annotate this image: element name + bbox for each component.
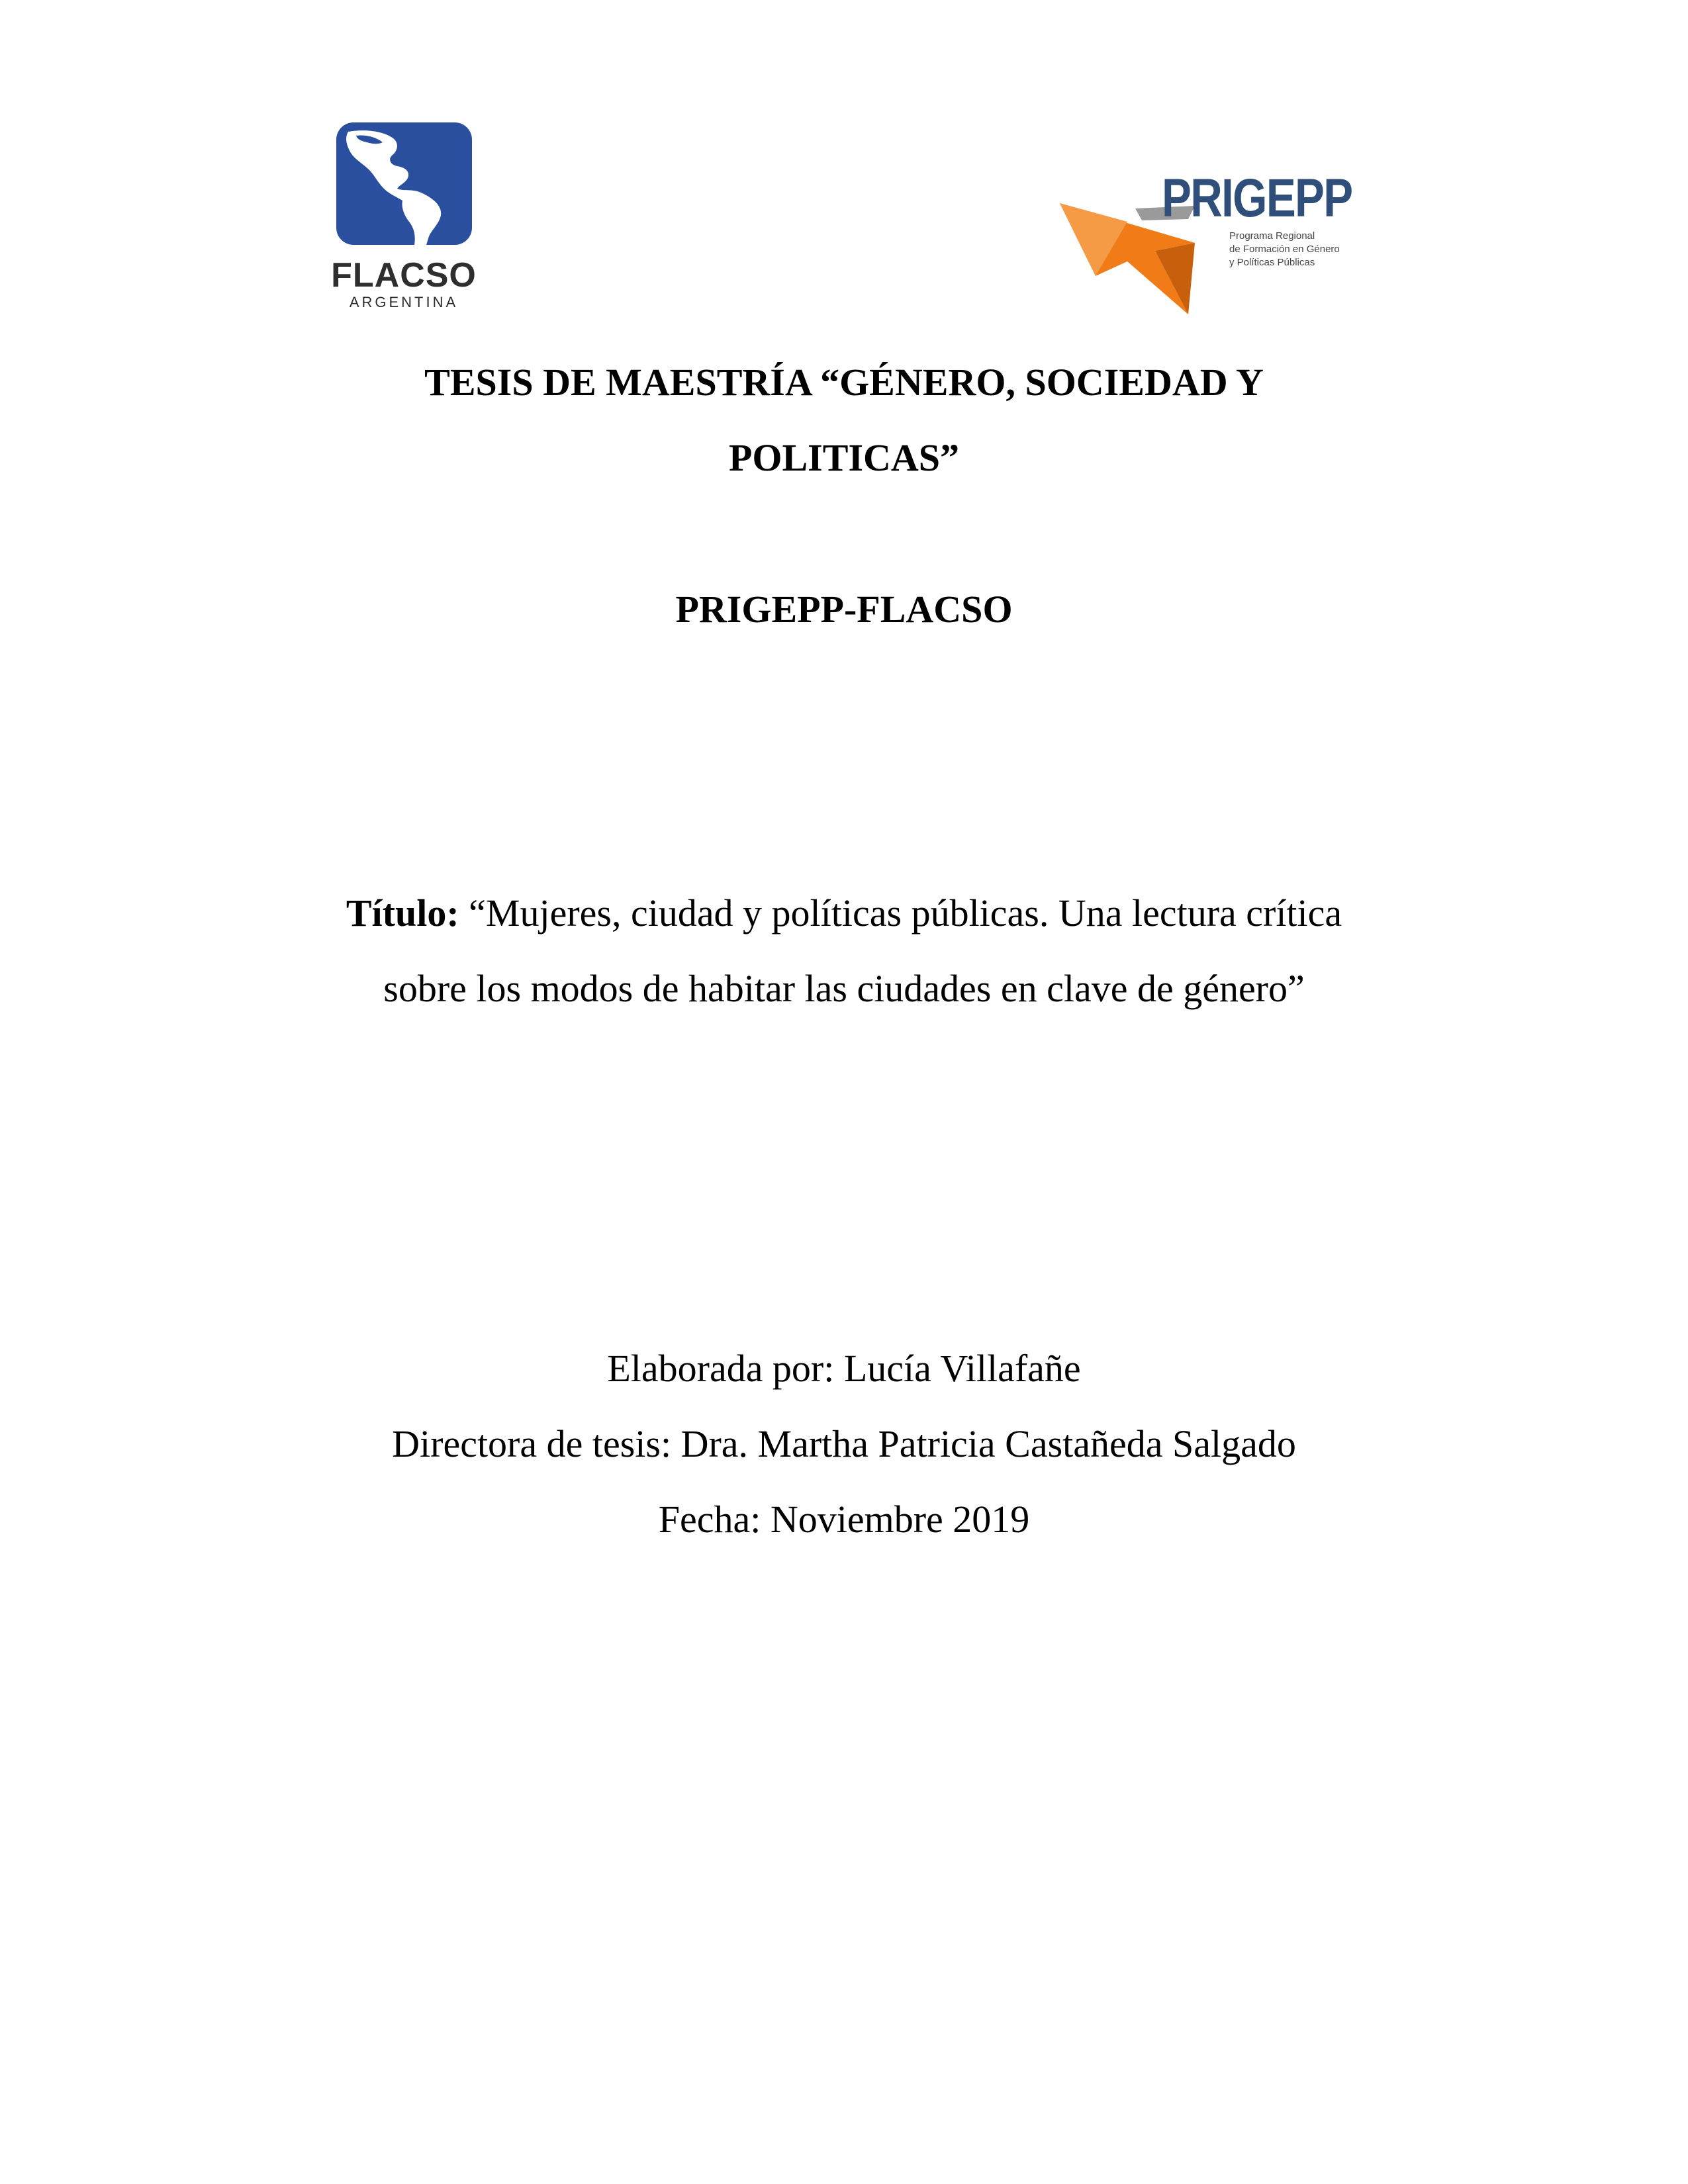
author-line: Elaborada por: Lucía Villafañe <box>607 1347 1081 1390</box>
program-heading-line-1: TESIS DE MAESTRÍA “GÉNERO, SOCIEDAD Y <box>424 361 1264 404</box>
thesis-title-label: Título: <box>346 891 459 934</box>
program-heading <box>0 345 1688 496</box>
flacso-americas-map-icon <box>336 122 472 245</box>
prigepp-wordmark: PRIGEPP <box>1162 168 1352 228</box>
flacso-subtitle: ARGENTINA <box>349 294 459 310</box>
thesis-title-line-2: sobre los modos de habitar las ciudades en clave de género” <box>383 967 1305 1010</box>
thesis-title-text-1: “Mujeres, ciudad y políticas públicas. Una lectura crítica <box>459 891 1342 934</box>
prigepp-subtitle <box>1229 230 1388 269</box>
prigepp-subtitle-line: y Políticas Públicas <box>1229 257 1315 268</box>
prigepp-subtitle-line: de Formación en Género <box>1229 244 1340 255</box>
director-line: Directora de tesis: Dra. Martha Patricia Castañeda Salgado <box>392 1422 1296 1465</box>
thesis-title-line-1 <box>0 876 1688 951</box>
date-line: Fecha: Noviembre 2019 <box>658 1498 1030 1541</box>
program-heading-line-2: POLITICAS” <box>728 436 960 479</box>
credits <box>0 1331 1688 1557</box>
prigepp-logo <box>1056 169 1387 328</box>
flacso-wordmark: FLACSO <box>331 256 477 295</box>
prigepp-subtitle-line: Programa Regional <box>1229 230 1315 242</box>
institution-heading: PRIGEPP-FLACSO <box>675 588 1013 631</box>
thesis-title <box>0 876 1688 1026</box>
flacso-logo <box>331 122 477 314</box>
